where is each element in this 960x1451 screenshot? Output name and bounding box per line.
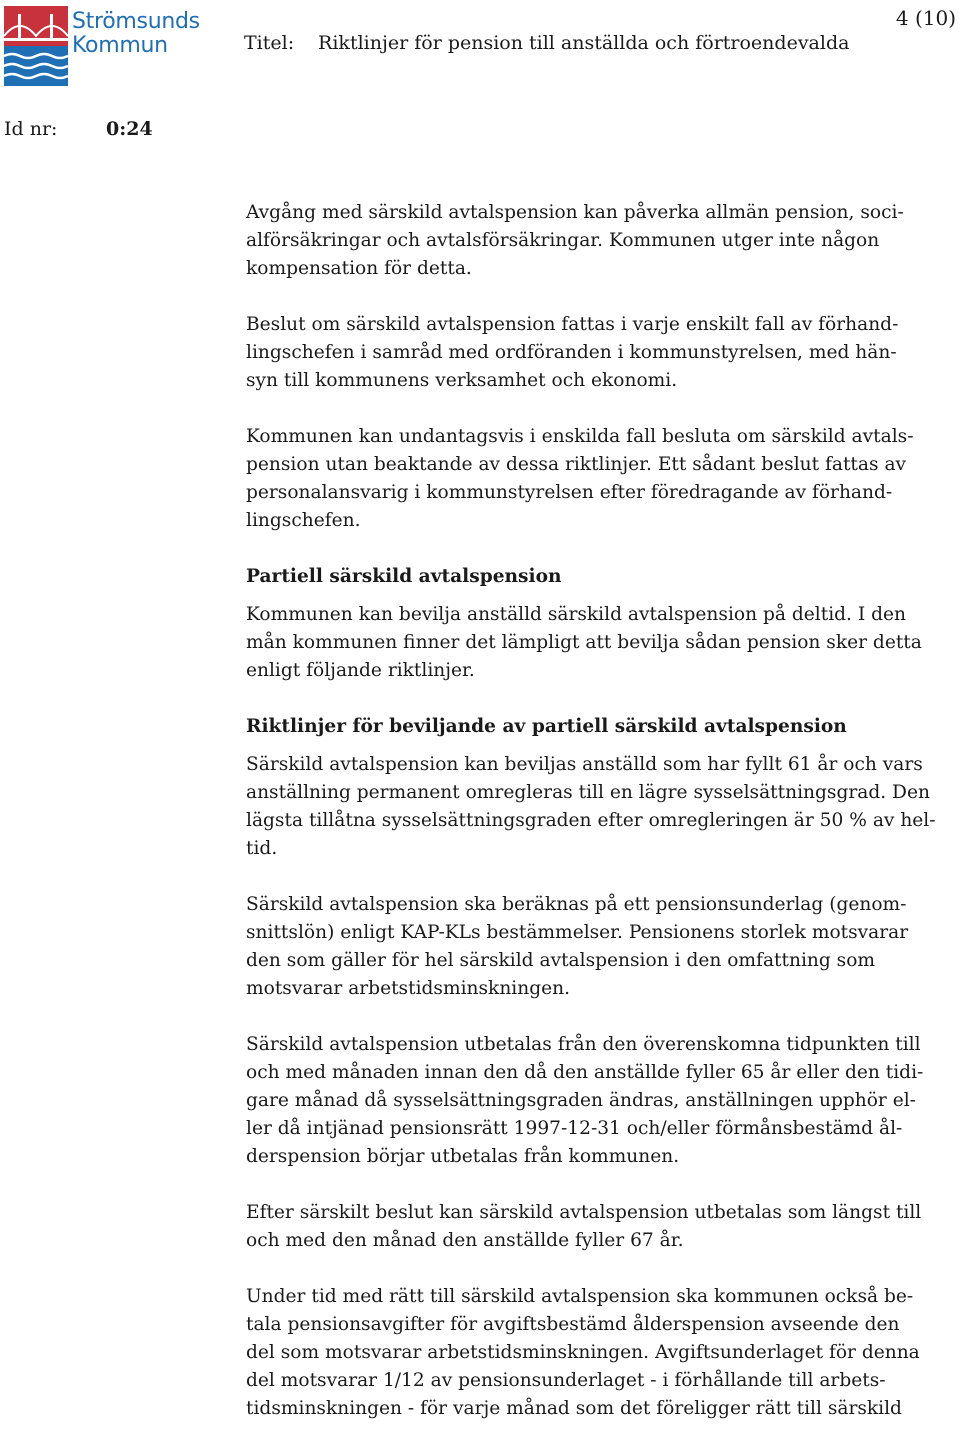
paragraph: Efter särskilt beslut kan särskild avtalspension utbetalas som längst till och med den månad den anställde fyller 67 år.	[246, 1202, 922, 1251]
paragraph: Särskild avtalspension kan beviljas anställd som har fyllt 61 år och vars anställning permanent omregleras till en lägre sysselsättningsgrad. Den lägsta tillåtna sysselsättningsgraden efter omregleringen är 50 % av hel- tid.	[246, 754, 936, 859]
paragraph: Avgång med särskild avtalspension kan påverka allmän pension, soci- alförsäkringar och avtalsförsäkringar. Kommunen utger inte någon kompensation för detta.	[246, 202, 904, 279]
document-title: Riktlinjer för pension till anställda och förtroendevalda	[318, 32, 850, 54]
document-title-row	[244, 32, 849, 54]
paragraph: Kommunen kan undantagsvis i enskilda fall besluta om särskild avtals- pension utan beaktande av dessa riktlinjer. Ett sådant beslut fattas av personalansvarig i kommunstyrelsen efter föredragande av förhand- lingschefen.	[246, 426, 914, 531]
bridge-logo-icon	[4, 6, 68, 86]
section-heading: Partiell särskild avtalspension	[246, 566, 562, 587]
paragraph: Kommunen kan bevilja anställd särskild avtalspension på deltid. I den mån kommunen finner det lämpligt att bevilja sådan pension sker detta enligt följande riktlinjer.	[246, 604, 922, 681]
title-label: Titel:	[244, 32, 295, 54]
document-id-row	[4, 118, 153, 140]
paragraph: Särskild avtalspension utbetalas från den överenskomna tidpunkten till och med månaden innan den då den anställde fyller 65 år eller den tidi- gare månad då sysselsättningsgraden ändras, anställningen upphör el- ler då intjänad pensionsrätt 1997-12-31 och/eller förmånsbestämd ål- derspension börjar utbetalas från kommunen.	[246, 1034, 924, 1167]
paragraph: Särskild avtalspension ska beräknas på ett pensionsunderlag (genom- snittslön) enligt KAP-KLs bestämmelser. Pensionens storlek motsvarar den som gäller för hel särskild avtalspension i den omfattning som motsvarar arbetstidsminskningen.	[246, 894, 909, 999]
paragraph: Under tid med rätt till särskild avtalspension ska kommunen också be- tala pensionsavgifter för avgiftsbestämd ålderspension avseende den del som motsvarar arbetstidsminskningen. Avgiftsunderlaget för denna del motsvarar 1/12 av pensionsunderlaget - i förhållande till arbets- tidsminskningen - för varje månad som det föreligger rätt till särskild	[246, 1286, 920, 1419]
section-heading: Riktlinjer för beviljande av partiell särskild avtalspension	[246, 716, 847, 737]
paragraph: Beslut om särskild avtalspension fattas i varje enskilt fall av förhand- lingschefen i samråd med ordföranden i kommunstyrelsen, med hän- syn till kommunens verksamhet och ekonomi.	[246, 314, 899, 391]
page-number: 4 (10)	[895, 6, 956, 30]
logo-wordmark	[72, 10, 200, 58]
id-value: 0:24	[106, 118, 153, 140]
document-body	[246, 199, 960, 1451]
logo-line-2: Kommun	[72, 33, 168, 58]
logo-line-1: Strömsunds	[72, 9, 200, 34]
strömsunds-kommun-logo	[4, 6, 200, 86]
id-label: Id nr:	[4, 118, 58, 140]
